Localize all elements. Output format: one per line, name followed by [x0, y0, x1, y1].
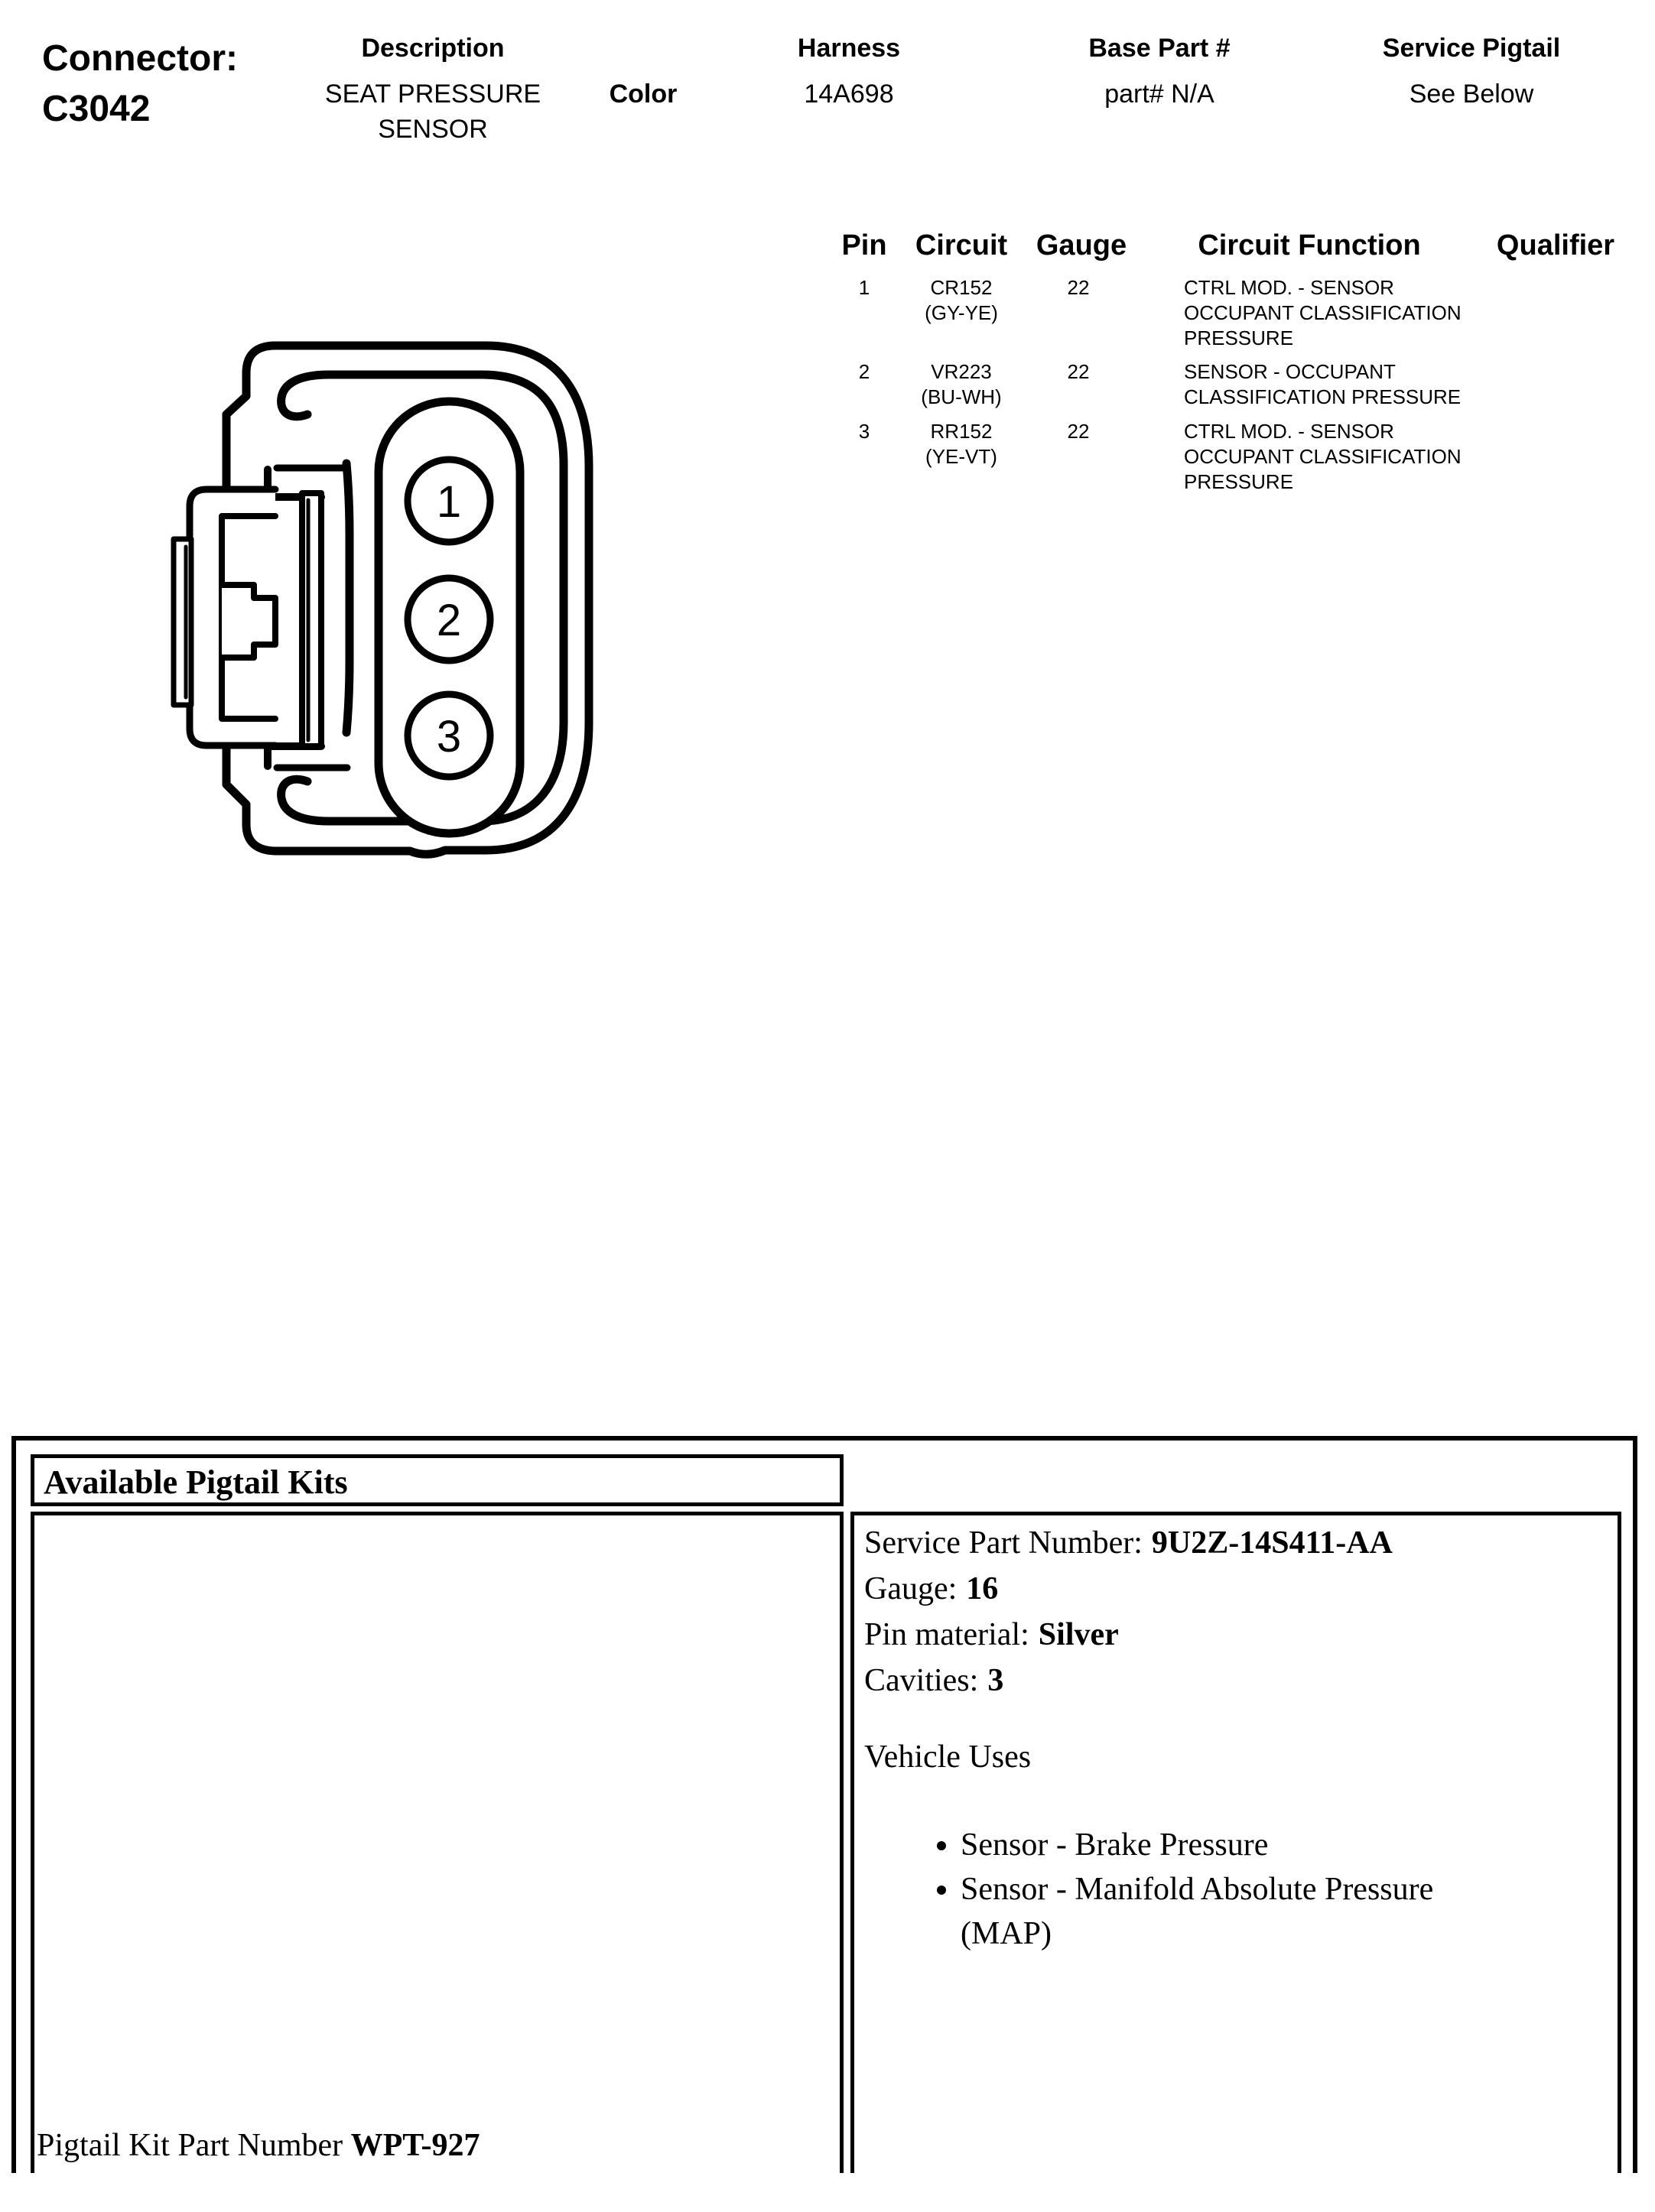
- circuit-code: CR152: [930, 276, 993, 299]
- circuit-code: RR152: [930, 420, 993, 443]
- vehicle-uses-list: [915, 1823, 1458, 1956]
- circuit-function-line: OCCUPANT CLASSIFICATION: [1184, 301, 1462, 324]
- service-pigtail-label: Service Pigtail: [1382, 34, 1561, 63]
- harness-value: 14A698: [804, 80, 894, 109]
- col-header-circuit-function: Circuit Function: [1198, 229, 1421, 261]
- cavities-label: Cavities:: [864, 1663, 979, 1698]
- pin-number: 3: [858, 420, 870, 443]
- gauge-label: Gauge:: [864, 1571, 958, 1606]
- connector-drawing: [161, 336, 619, 940]
- circuit-function-line: PRESSURE: [1184, 470, 1294, 493]
- base-part-label: Base Part #: [1088, 34, 1231, 63]
- col-header-pin: Pin: [841, 229, 887, 261]
- circuit-function-line: CTRL MOD. - SENSOR: [1184, 420, 1394, 443]
- connector-title: [42, 34, 238, 135]
- pin-1-label: 1: [436, 477, 462, 527]
- gauge-line: [864, 1569, 998, 1609]
- connector-cavity-wall: [346, 463, 350, 732]
- col-header-qualifier: Qualifier: [1496, 229, 1615, 261]
- circuit-function-line: OCCUPANT CLASSIFICATION: [1184, 445, 1462, 468]
- vehicle-use-item: • Sensor - Manifold Absolute Pressure (MAP): [961, 1867, 1458, 1956]
- circuit-function-line: CLASSIFICATION PRESSURE: [1184, 385, 1462, 408]
- pin-number: 2: [858, 360, 870, 383]
- service-part-line: [864, 1523, 1393, 1563]
- kit-part-number-line: [37, 2127, 480, 2164]
- vehicle-uses-heading: Vehicle Uses: [864, 1739, 1032, 1775]
- pin-material-label: Pin material:: [864, 1617, 1029, 1652]
- outer-box-right-border: [1633, 1436, 1637, 2173]
- gauge-value: 22: [1067, 360, 1090, 383]
- description-value-line2: SENSOR: [378, 115, 488, 144]
- pin-number: 1: [858, 276, 870, 299]
- service-part-value: 9U2Z-14S411-AA: [1151, 1525, 1393, 1561]
- outer-box-top-border: [11, 1436, 1637, 1441]
- pigtail-kits-header-box: [31, 1454, 844, 1506]
- vehicle-use-item: • Sensor - Brake Pressure: [961, 1823, 1458, 1867]
- kit-part-number-label: Pigtail Kit Part Number: [37, 2128, 343, 2163]
- circuit-color-code: (YE-VT): [925, 445, 997, 468]
- circuit-function-line: PRESSURE: [1184, 326, 1294, 349]
- color-label: Color: [609, 80, 678, 109]
- outer-box-left-border: [11, 1436, 16, 2173]
- description-value-line1: SEAT PRESSURE: [324, 80, 541, 109]
- cavities-value: 3: [987, 1663, 1004, 1698]
- blade-outline: [302, 493, 321, 746]
- latch-tooth: [222, 585, 275, 658]
- pigtail-kit-box: [31, 1512, 844, 2173]
- col-header-circuit: Circuit: [915, 229, 1008, 261]
- pin-3-label: 3: [436, 712, 462, 762]
- cavities-line: [864, 1661, 1003, 1700]
- pigtail-kits-title: Available Pigtail Kits: [44, 1463, 348, 1501]
- pin-material-value: Silver: [1038, 1617, 1119, 1652]
- gauge-value: 16: [966, 1571, 999, 1606]
- service-pigtail-value: See Below: [1409, 80, 1534, 109]
- gauge-value: 22: [1067, 276, 1090, 299]
- circuit-color-code: (GY-YE): [925, 301, 998, 324]
- circuit-color-code: (BU-WH): [921, 385, 1002, 408]
- left-tab-outline: [174, 539, 191, 705]
- pin-material-line: [864, 1615, 1119, 1655]
- circuit-code: VR223: [931, 360, 992, 383]
- gauge-value: 22: [1067, 420, 1090, 443]
- base-part-value: part# N/A: [1104, 80, 1214, 109]
- harness-label: Harness: [797, 34, 901, 63]
- description-label: Description: [361, 34, 505, 63]
- col-header-gauge: Gauge: [1036, 229, 1127, 261]
- connector-label: Connector:: [42, 38, 238, 79]
- connector-id: C3042: [42, 89, 151, 129]
- circuit-function-line: CTRL MOD. - SENSOR: [1184, 276, 1394, 299]
- circuit-function-line: SENSOR - OCCUPANT: [1184, 360, 1396, 383]
- connector-face-diagram: [161, 336, 619, 940]
- kit-part-number-value: WPT-927: [350, 2128, 480, 2163]
- pin-2-label: 2: [436, 596, 462, 645]
- service-part-label: Service Part Number:: [864, 1525, 1143, 1561]
